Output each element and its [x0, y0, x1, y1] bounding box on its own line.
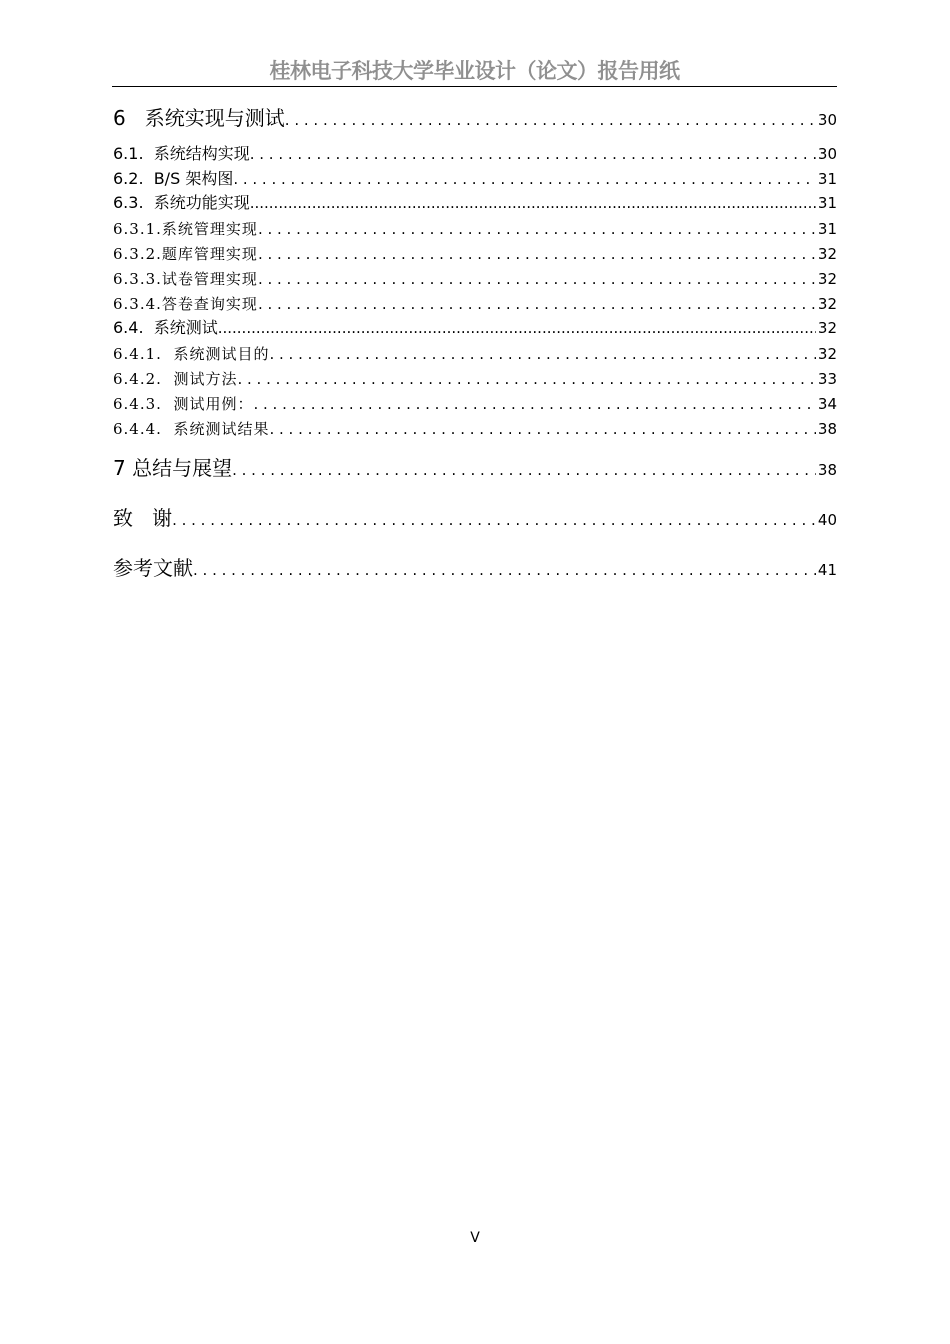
toc-entry-6-4[interactable]	[113, 316, 837, 340]
toc-entry-6-2[interactable]	[113, 167, 837, 191]
toc-entry-6-4-3[interactable]	[113, 392, 837, 416]
toc-entry-acknowledgements[interactable]	[113, 503, 837, 533]
toc-page-number: 32	[817, 319, 837, 337]
toc-page-number: 32	[817, 345, 837, 363]
toc-leader-dots	[193, 555, 816, 583]
toc-page-number: 31	[817, 194, 837, 212]
toc-page-number: 30	[817, 145, 837, 163]
toc-leader-dots	[250, 191, 816, 215]
toc-page-number: 31	[817, 170, 837, 188]
toc-entry-6-4-1[interactable]	[113, 342, 837, 366]
toc-page-number: 34	[817, 395, 837, 413]
toc-entry-label: 6.3. 系统功能实现	[113, 193, 250, 212]
toc-page-number: 38	[817, 461, 837, 479]
toc-leader-dots	[258, 267, 816, 291]
toc-leader-dots	[258, 242, 816, 266]
toc-page-number: 30	[817, 111, 837, 129]
toc-entry-label: 6.3.3.试卷管理实现	[113, 270, 258, 288]
toc-entry-label: 6.3.2.题库管理实现	[113, 245, 258, 263]
toc-entry-label: 6.1. 系统结构实现	[113, 144, 250, 163]
toc-entry-label: 6.2. B/S 架构图	[113, 169, 234, 188]
toc-entry-6-3[interactable]	[113, 191, 837, 215]
toc-leader-dots	[269, 342, 815, 366]
toc-entry-label: 7 总结与展望	[113, 456, 233, 480]
toc-page-number: 40	[817, 511, 837, 529]
page-header-title: 桂林电子科技大学毕业设计（论文）报告用纸	[269, 59, 680, 83]
toc-entry-references[interactable]	[113, 553, 837, 583]
toc-leader-dots	[172, 505, 816, 533]
toc-entry-6-3-1[interactable]	[113, 217, 837, 241]
toc-entry-label: 6 系统实现与测试	[113, 106, 285, 130]
toc-page-number: 33	[817, 370, 837, 388]
toc-page-number: 38	[817, 420, 837, 438]
toc-leader-dots	[253, 392, 815, 416]
toc-entry-label: 6.4.1. 系统测试目的	[113, 345, 270, 363]
toc-entry-label: 6.3.4.答卷查询实现	[113, 295, 258, 313]
toc-leader-dots	[258, 292, 816, 316]
toc-leader-dots	[233, 167, 816, 191]
toc-page-number: 41	[817, 561, 837, 579]
page-number-footer: V	[470, 1230, 480, 1246]
toc-leader-dots	[258, 217, 816, 241]
toc-leader-dots	[232, 455, 816, 483]
toc-page-number: 31	[817, 220, 837, 238]
toc-leader-dots	[285, 105, 816, 133]
toc-leader-dots	[250, 142, 816, 166]
toc-entry-6-3-2[interactable]	[113, 242, 837, 266]
toc-entry-label: 6.4. 系统测试	[113, 318, 218, 337]
toc-entry-label: 6.4.2. 测试方法	[113, 370, 238, 388]
toc-entry-7[interactable]	[113, 453, 837, 483]
toc-entry-6-1[interactable]	[113, 142, 837, 166]
toc-entry-6-3-3[interactable]	[113, 267, 837, 291]
toc-entry-label: 参考文献	[113, 556, 193, 580]
toc-entry-label: 6.4.3. 测试用例：	[113, 395, 254, 413]
toc-page-number: 32	[817, 270, 837, 288]
toc-leader-dots	[218, 316, 816, 340]
toc-leader-dots	[237, 367, 815, 391]
toc-entry-label: 6.4.4. 系统测试结果	[113, 420, 270, 438]
toc-entry-label: 6.3.1.系统管理实现	[113, 220, 258, 238]
toc-entry-6-3-4[interactable]	[113, 292, 837, 316]
toc-entry-label: 致 谢	[113, 506, 173, 530]
toc-page-number: 32	[817, 245, 837, 263]
toc-leader-dots	[269, 417, 815, 441]
header-divider	[112, 86, 837, 87]
toc-entry-6-4-2[interactable]	[113, 367, 837, 391]
toc-entry-6-4-4[interactable]	[113, 417, 837, 441]
toc-entry-6[interactable]	[113, 103, 837, 133]
toc-page-number: 32	[817, 295, 837, 313]
